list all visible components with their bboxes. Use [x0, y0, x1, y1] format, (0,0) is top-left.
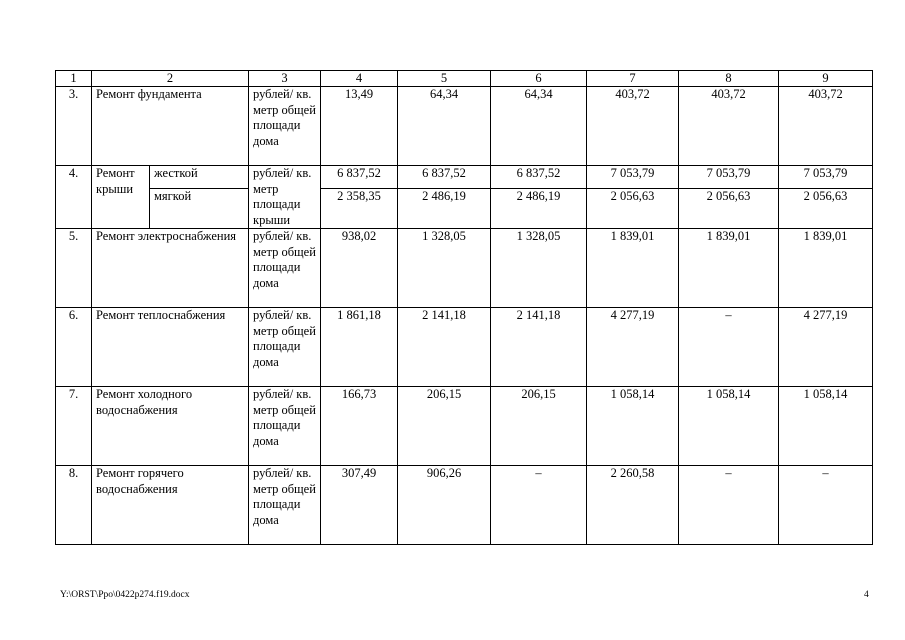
table-row [56, 387, 873, 466]
row-number: 6. [56, 308, 92, 387]
value-cell: 938,02 [321, 229, 398, 308]
roof-type-hard: жесткой [150, 166, 249, 189]
value-cell: 4 277,19 [587, 308, 679, 387]
table-row [56, 229, 873, 308]
value-cell: 2 486,19 [398, 188, 491, 228]
header-row [56, 71, 873, 87]
value-cell: 906,26 [398, 466, 491, 545]
value-cell: 1 328,05 [398, 229, 491, 308]
value-cell: 13,49 [321, 87, 398, 166]
value-cell: 2 486,19 [491, 188, 587, 228]
header-cell-6: 6 [491, 71, 587, 87]
value-cell: 2 056,63 [587, 188, 679, 228]
unit-cell: рублей/ кв. метр общей площади дома [249, 308, 321, 387]
value-cell: 1 839,01 [679, 229, 779, 308]
value-cell: 1 839,01 [779, 229, 873, 308]
value-cell: 206,15 [491, 387, 587, 466]
work-name: Ремонт электроснабжения [92, 229, 249, 308]
value-cell: 64,34 [398, 87, 491, 166]
work-name: Ремонт фундамента [92, 87, 249, 166]
header-cell-9: 9 [779, 71, 873, 87]
value-cell: 2 056,63 [779, 188, 873, 228]
value-cell: 64,34 [491, 87, 587, 166]
value-cell: 1 058,14 [587, 387, 679, 466]
table-row [56, 87, 873, 166]
value-cell: 307,49 [321, 466, 398, 545]
unit-cell: рублей/ кв. метр общей площади дома [249, 387, 321, 466]
value-cell: 2 141,18 [491, 308, 587, 387]
header-cell-1: 1 [56, 71, 92, 87]
value-cell: 2 260,58 [587, 466, 679, 545]
value-cell: 166,73 [321, 387, 398, 466]
value-cell: – [679, 308, 779, 387]
value-cell: 6 837,52 [398, 166, 491, 189]
work-name: Ремонт холодного водоснабжения [92, 387, 249, 466]
header-cell-5: 5 [398, 71, 491, 87]
value-cell: 1 861,18 [321, 308, 398, 387]
header-cell-4: 4 [321, 71, 398, 87]
value-cell: 2 056,63 [679, 188, 779, 228]
table-row [56, 188, 873, 228]
tariff-table [55, 70, 873, 545]
row-number: 5. [56, 229, 92, 308]
unit-cell: рублей/ кв. метр общей площади дома [249, 229, 321, 308]
value-cell: 2 141,18 [398, 308, 491, 387]
row-number: 4. [56, 166, 92, 229]
header-cell-8: 8 [679, 71, 779, 87]
value-cell: 403,72 [679, 87, 779, 166]
header-cell-3: 3 [249, 71, 321, 87]
work-name: Ремонт крыши [92, 166, 150, 229]
value-cell: 1 058,14 [679, 387, 779, 466]
value-cell: 2 358,35 [321, 188, 398, 228]
row-number: 7. [56, 387, 92, 466]
value-cell: – [491, 466, 587, 545]
row-number: 3. [56, 87, 92, 166]
value-cell: 1 839,01 [587, 229, 679, 308]
row-number: 8. [56, 466, 92, 545]
value-cell: 206,15 [398, 387, 491, 466]
roof-type-soft: мягкой [150, 188, 249, 228]
value-cell: 403,72 [779, 87, 873, 166]
unit-cell: рублей/ кв. метр общей площади дома [249, 87, 321, 166]
unit-cell: рублей/ кв. метр площади крыши [249, 166, 321, 229]
table-row [56, 166, 873, 189]
work-name: Ремонт горячего водоснабжения [92, 466, 249, 545]
value-cell: 7 053,79 [779, 166, 873, 189]
page-number: 4 [864, 590, 869, 600]
work-name: Ремонт теплоснабжения [92, 308, 249, 387]
value-cell: 7 053,79 [587, 166, 679, 189]
value-cell: 4 277,19 [779, 308, 873, 387]
value-cell: – [779, 466, 873, 545]
header-cell-2: 2 [92, 71, 249, 87]
value-cell: 1 058,14 [779, 387, 873, 466]
unit-cell: рублей/ кв. метр общей площади дома [249, 466, 321, 545]
value-cell: 7 053,79 [679, 166, 779, 189]
value-cell: – [679, 466, 779, 545]
header-cell-7: 7 [587, 71, 679, 87]
value-cell: 1 328,05 [491, 229, 587, 308]
table-row [56, 308, 873, 387]
value-cell: 6 837,52 [321, 166, 398, 189]
table-row [56, 466, 873, 545]
value-cell: 6 837,52 [491, 166, 587, 189]
file-path: Y:\ORST\Ppo\0422p274.f19.docx [60, 590, 190, 600]
value-cell: 403,72 [587, 87, 679, 166]
